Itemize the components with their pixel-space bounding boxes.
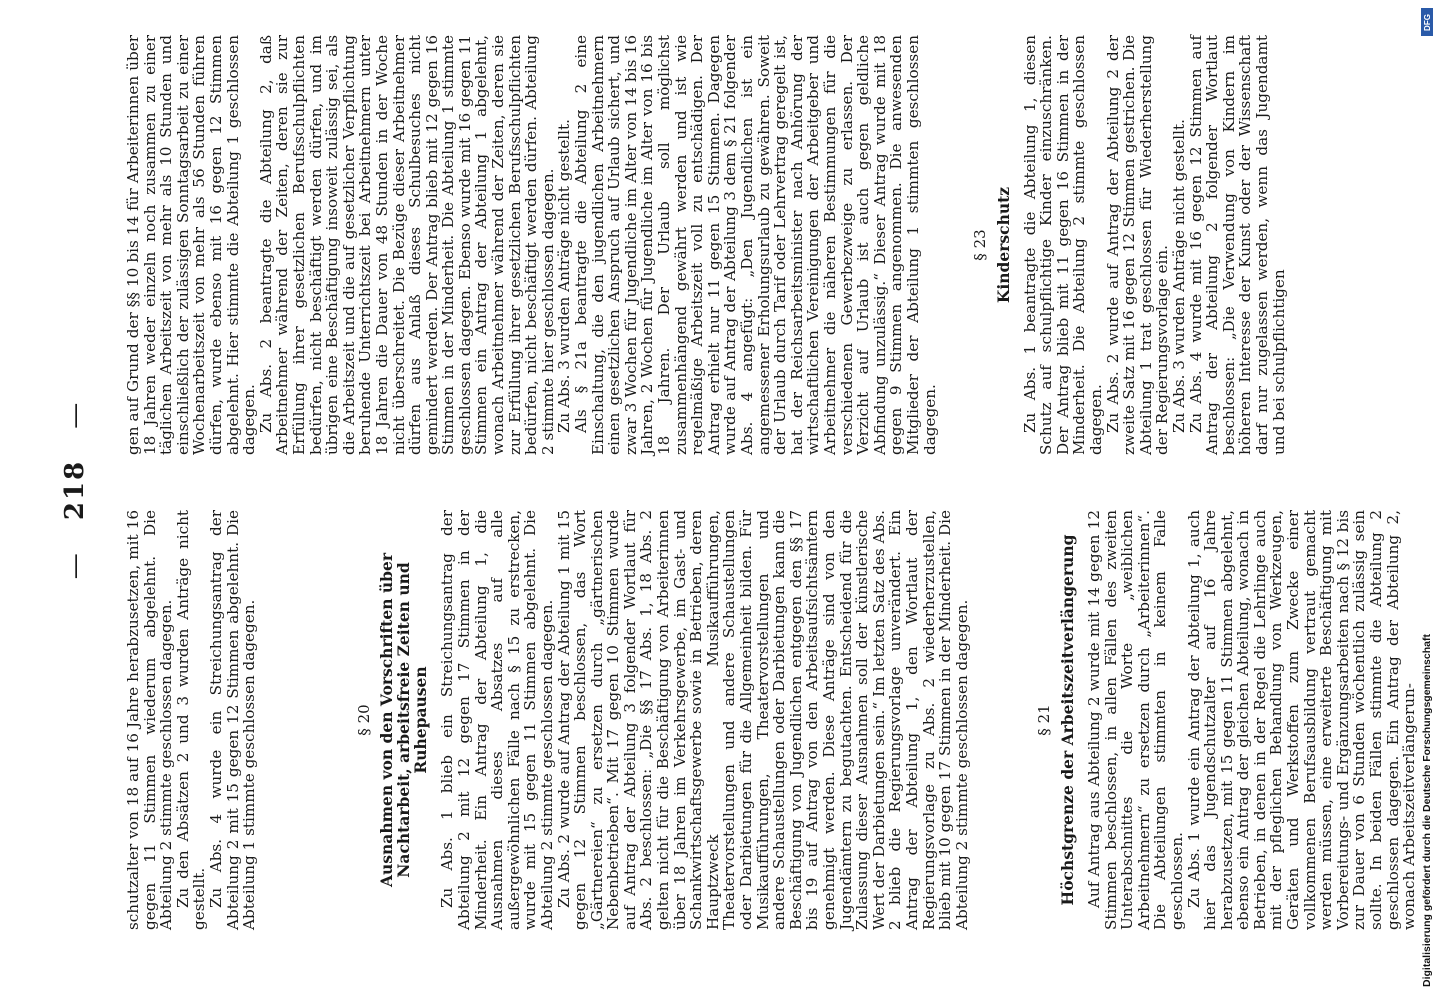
left-column — [124, 510, 1419, 930]
paragraph: gen auf Grund der §§ 10 bis 14 für Arbeiterinnen über 18 Jahren weder einzeln noch zusammen zu einer täglichen Arbeitszeit von mehr als 10 Stunden und einschließlich der zulässigen Sonntagsarbeit zu einer Wochenarbeitszeit von mehr als 56 Stunden führen dürfen, wurde ebenso mit 16 gegen 12 Stimmen abgelehnt. Hier stimmte die Abteilung 1 geschlossen dagegen. — [124, 35, 259, 455]
section-number: § 21 — [1035, 704, 1054, 736]
right-column — [125, 35, 1345, 455]
section-title: Höchstgrenze der Arbeitszeitverlängerung — [1057, 534, 1077, 906]
header-dash-right: — — [60, 400, 90, 429]
paragraph: Zu Abs. 2 beantragte die Abteilung 2, daß Arbeitnehmer während der Zeiten, deren sie zur Erfüllung ihrer gesetzlichen Berufsschulpflichten bedürfen, nicht beschäftigt werden dürfen, und im übrigen eine Beschäftigung insoweit zulässig sei, als die Arbeitszeit und die auf gesetzlicher Verpflichtung beruhende Unterrichtszeit bei Arbeitnehmern unter 18 Jahren die Dauer von 48 Stunden in der Woche nicht überschreitet. Die Bezüge dieser Arbeitnehmer dürfen aus Anlaß dieses Schulbesuches nicht gemindert werden. Der Antrag blieb mit 12 gegen 16 Stimmen in der Minderheit. Die Abteilung 1 stimmte geschlossen dagegen. Ebenso wurde mit 16 gegen 11 Stimmen ein Antrag der Abteilung 1 abgelehnt, wonach Arbeitnehmer während der Zeiten, deren sie zur Erfüllung ihrer gesetzlichen Berufsschulpflichten bedürfen, nicht beschäftigt werden dürfen. Abteilung 2 stimmte hier geschlossen dagegen. — [256, 35, 557, 455]
paragraph: Zu Abs. 3 wurden Anträge nicht gestellt. — [1170, 119, 1189, 433]
section-title: Ausnahmen von den Vorschriften über Nachtarbeit, arbeitsfreie Zeiten und Ruhepausen — [377, 553, 431, 887]
paragraph: schutzalter von 18 auf 16 Jahre herabzusetzen, mit 16 gegen 11 Stimmen wiederum abgelehnt. Die Abteilung 2 stimmte geschlossen dagegen. — [124, 510, 176, 930]
section-number: § 20 — [354, 704, 373, 736]
spacer — [258, 510, 338, 930]
paragraph: Zu Abs. 1 blieb ein Streichungsantrag der Abteilung 2 mit 12 gegen 17 Stimmen in der Minderheit. Ein Antrag der Abteilung 1, die Ausnahmen dieses Absatzes auf alle außergewöhnlichen Fälle nach § 15 zu erstrecken, wurde mit 15 gegen 11 Stimmen abgelehnt. Die Abteilung 2 stimmte geschlossen dagegen. — [438, 510, 556, 930]
dfg-logo-text: DFG — [1422, 13, 1432, 31]
spacer — [938, 35, 954, 455]
section-number: § 23 — [971, 229, 990, 261]
paragraph: Zu Abs. 1 beantragte die Abteilung 1, diesen Schutz auf schulpflichtige Kinder einzuschränken. Der Antrag blieb mit 11 gegen 16 Stimmen in der Minderheit. Die Abteilung 2 stimmte geschlossen dagegen. — [1020, 35, 1106, 455]
page-header — [60, 50, 110, 930]
digitization-note-text: Digitalisierung gefördert durch die Deutsche Forschungsgemeinschaft — [1421, 634, 1433, 987]
section-title: Kinderschutz — [993, 186, 1013, 304]
paragraph: Auf Antrag aus Abteilung 2 wurde mit 14 gegen 12 Stimmen beschlossen, in allen Fällen des zweiten Unterabschnittes die Worte „weiblichen Arbeitnehmern“ zu ersetzen durch „Arbeiterinnen“. Die Abteilungen stimmten in keinem Falle geschlossen. — [1084, 510, 1186, 930]
header-dash-left: — — [60, 551, 90, 580]
paragraph: Zu Abs. 3 wurden Anträge nicht gestellt. — [555, 119, 574, 433]
page-number: 218 — [60, 459, 90, 521]
paragraph: Zu Abs. 4 wurde mit 16 gegen 12 Stimmen auf Antrag der Abteilung 2 folgender Wortlaut beschlossen: „Die Verwendung von Kindern im höheren Interesse der Kunst oder der Wissenschaft darf nur zugelassen werden, wenn das Jugendamt und bei schulpflichtigen — [1186, 35, 1288, 455]
paragraph: Zu Abs. 4 wurde ein Streichungsantrag der Abteilung 2 mit 15 gegen 12 Stimmen abgelehnt. Die Abteilung 1 stimmte geschlossen dagegen. — [206, 510, 259, 930]
paragraph: Zu Abs. 1 wurde ein Antrag der Abteilung 1, auch hier das Jugendschutzalter auf 16 Jahre herabzusetzen, mit 15 gegen 11 Stimmen abgelehnt, ebenso ein Antrag der gleichen Abteilung, wonach in Betrieben, in denen in der Regel die Lehrlinge auch mit der pfleglichen Behandlung von Werkzeugen, Geräten und Werkstoffen zum Zwecke einer vollkommenen Berufsausbildung vertraut gemacht werden müssen, eine erweiterte Beschäftigung mit Vorbereitungs- und Ergänzungsarbeiten nach § 12 bis zur Dauer von 6 Stunden wöchentlich zulässig sein sollte. In beiden Fällen stimmte die Abteilung 2 geschlossen dagegen. Ein Antrag der Abteilung 2, wonach Arbeitszeitverlängerun- — [1184, 510, 1419, 930]
digitization-note — [1418, 6, 1434, 1000]
dfg-logo — [1421, 8, 1433, 36]
paragraph: Als § 21a beantragte die Abteilung 2 eine Einschaltung, die den jugendlichen Arbeitnehmern einen gesetzlichen Anspruch auf Urlaub sichert, und zwar 3 Wochen für Jugendliche im Alter von 14 bis 16 Jahren, 2 Wochen für Jugendliche im Alter von 16 bis 18 Jahren. Der Urlaub soll möglichst zusammenhängend gewährt werden und ist wie regelmäßige Arbeitszeit voll zu entschädigen. Der Antrag erhielt nur 11 gegen 15 Stimmen. Dagegen wurde auf Antrag der Abteilung 3 dem § 21 folgender Abs. 4 angefügt: „Den Jugendlichen ist ein angemessener Erholungsurlaub zu gewähren. Soweit der Urlaub durch Tarif oder Lehrvertrag geregelt ist, hat der Reichsarbeitsminister nach Anhörung der wirtschaftlichen Vereinigungen der Arbeitgeber und Arbeitnehmer die näheren Bestimmungen für die verschiedenen Gewerbezweige zu erlassen. Der Verzicht auf Urlaub ist auch gegen geldliche Abfindung unzulässig.“ Dieser Antrag wurde mit 18 gegen 9 Stimmen angenommen. Die anwesenden Mitglieder der Abteilung 1 stimmten geschlossen dagegen. — [572, 35, 939, 455]
paragraph: Zu Abs. 2 wurde auf Antrag der Abteilung 1 mit 15 gegen 12 Stimmen beschlossen, das Wort „Gärtnereien“ zu ersetzen durch „gärtnerischen Nebenbetrieben“. Mit 17 gegen 10 Stimmen wurde auf Antrag der Abteilung 3 folgender Wortlaut für Abs. 2 beschlossen: „Die §§ 17 Abs. 1, 18 Abs. 2 gelten nicht für die Beschäftigung von Arbeiterinnen über 18 Jahren im Verkehrsgewerbe, im Gast- und Schankwirtschaftsgewerbe sowie in Betrieben, deren Hauptzweck Musikaufführungen, Theatervorstellungen und andere Schaustellungen oder Darbietungen für die Allgemeinheit bilden. Für Musikaufführungen, Theatervorstellungen und andere Schaustellungen oder Darbietungen kann die Beschäftigung von Jugendlichen entgegen den §§ 17 bis 19 auf Antrag von den Arbeitsaufsichtsämtern genehmigt werden. Diese Anträge sind von den Jugendämtern zu begutachten. Entscheidend für die Zulassung dieser Ausnahmen soll der künstlerische Wert der Darbietungen sein.“ Im letzten Satz des Abs. 2 blieb die Regierungsvorlage unverändert. Ein Antrag der Abteilung 1, den Wortlaut der Regierungsvorlage zu Abs. 2 wiederherzustellen, blieb mit 10 gegen 17 Stimmen in der Minderheit. Die Abteilung 2 stimmte geschlossen dagegen. — [554, 510, 971, 930]
spacer — [970, 510, 1018, 930]
paragraph: Zu den Absätzen 2 und 3 wurden Anträge nicht gestellt. — [173, 510, 209, 930]
paragraph: Zu Abs. 2 wurde auf Antrag der Abteilung 2 der zweite Satz mit 16 gegen 12 Stimmen gestrichen. Die Abteilung 1 trat geschlossen für Wiederherstellung der Regierungsvorlage ein. — [1103, 35, 1172, 455]
